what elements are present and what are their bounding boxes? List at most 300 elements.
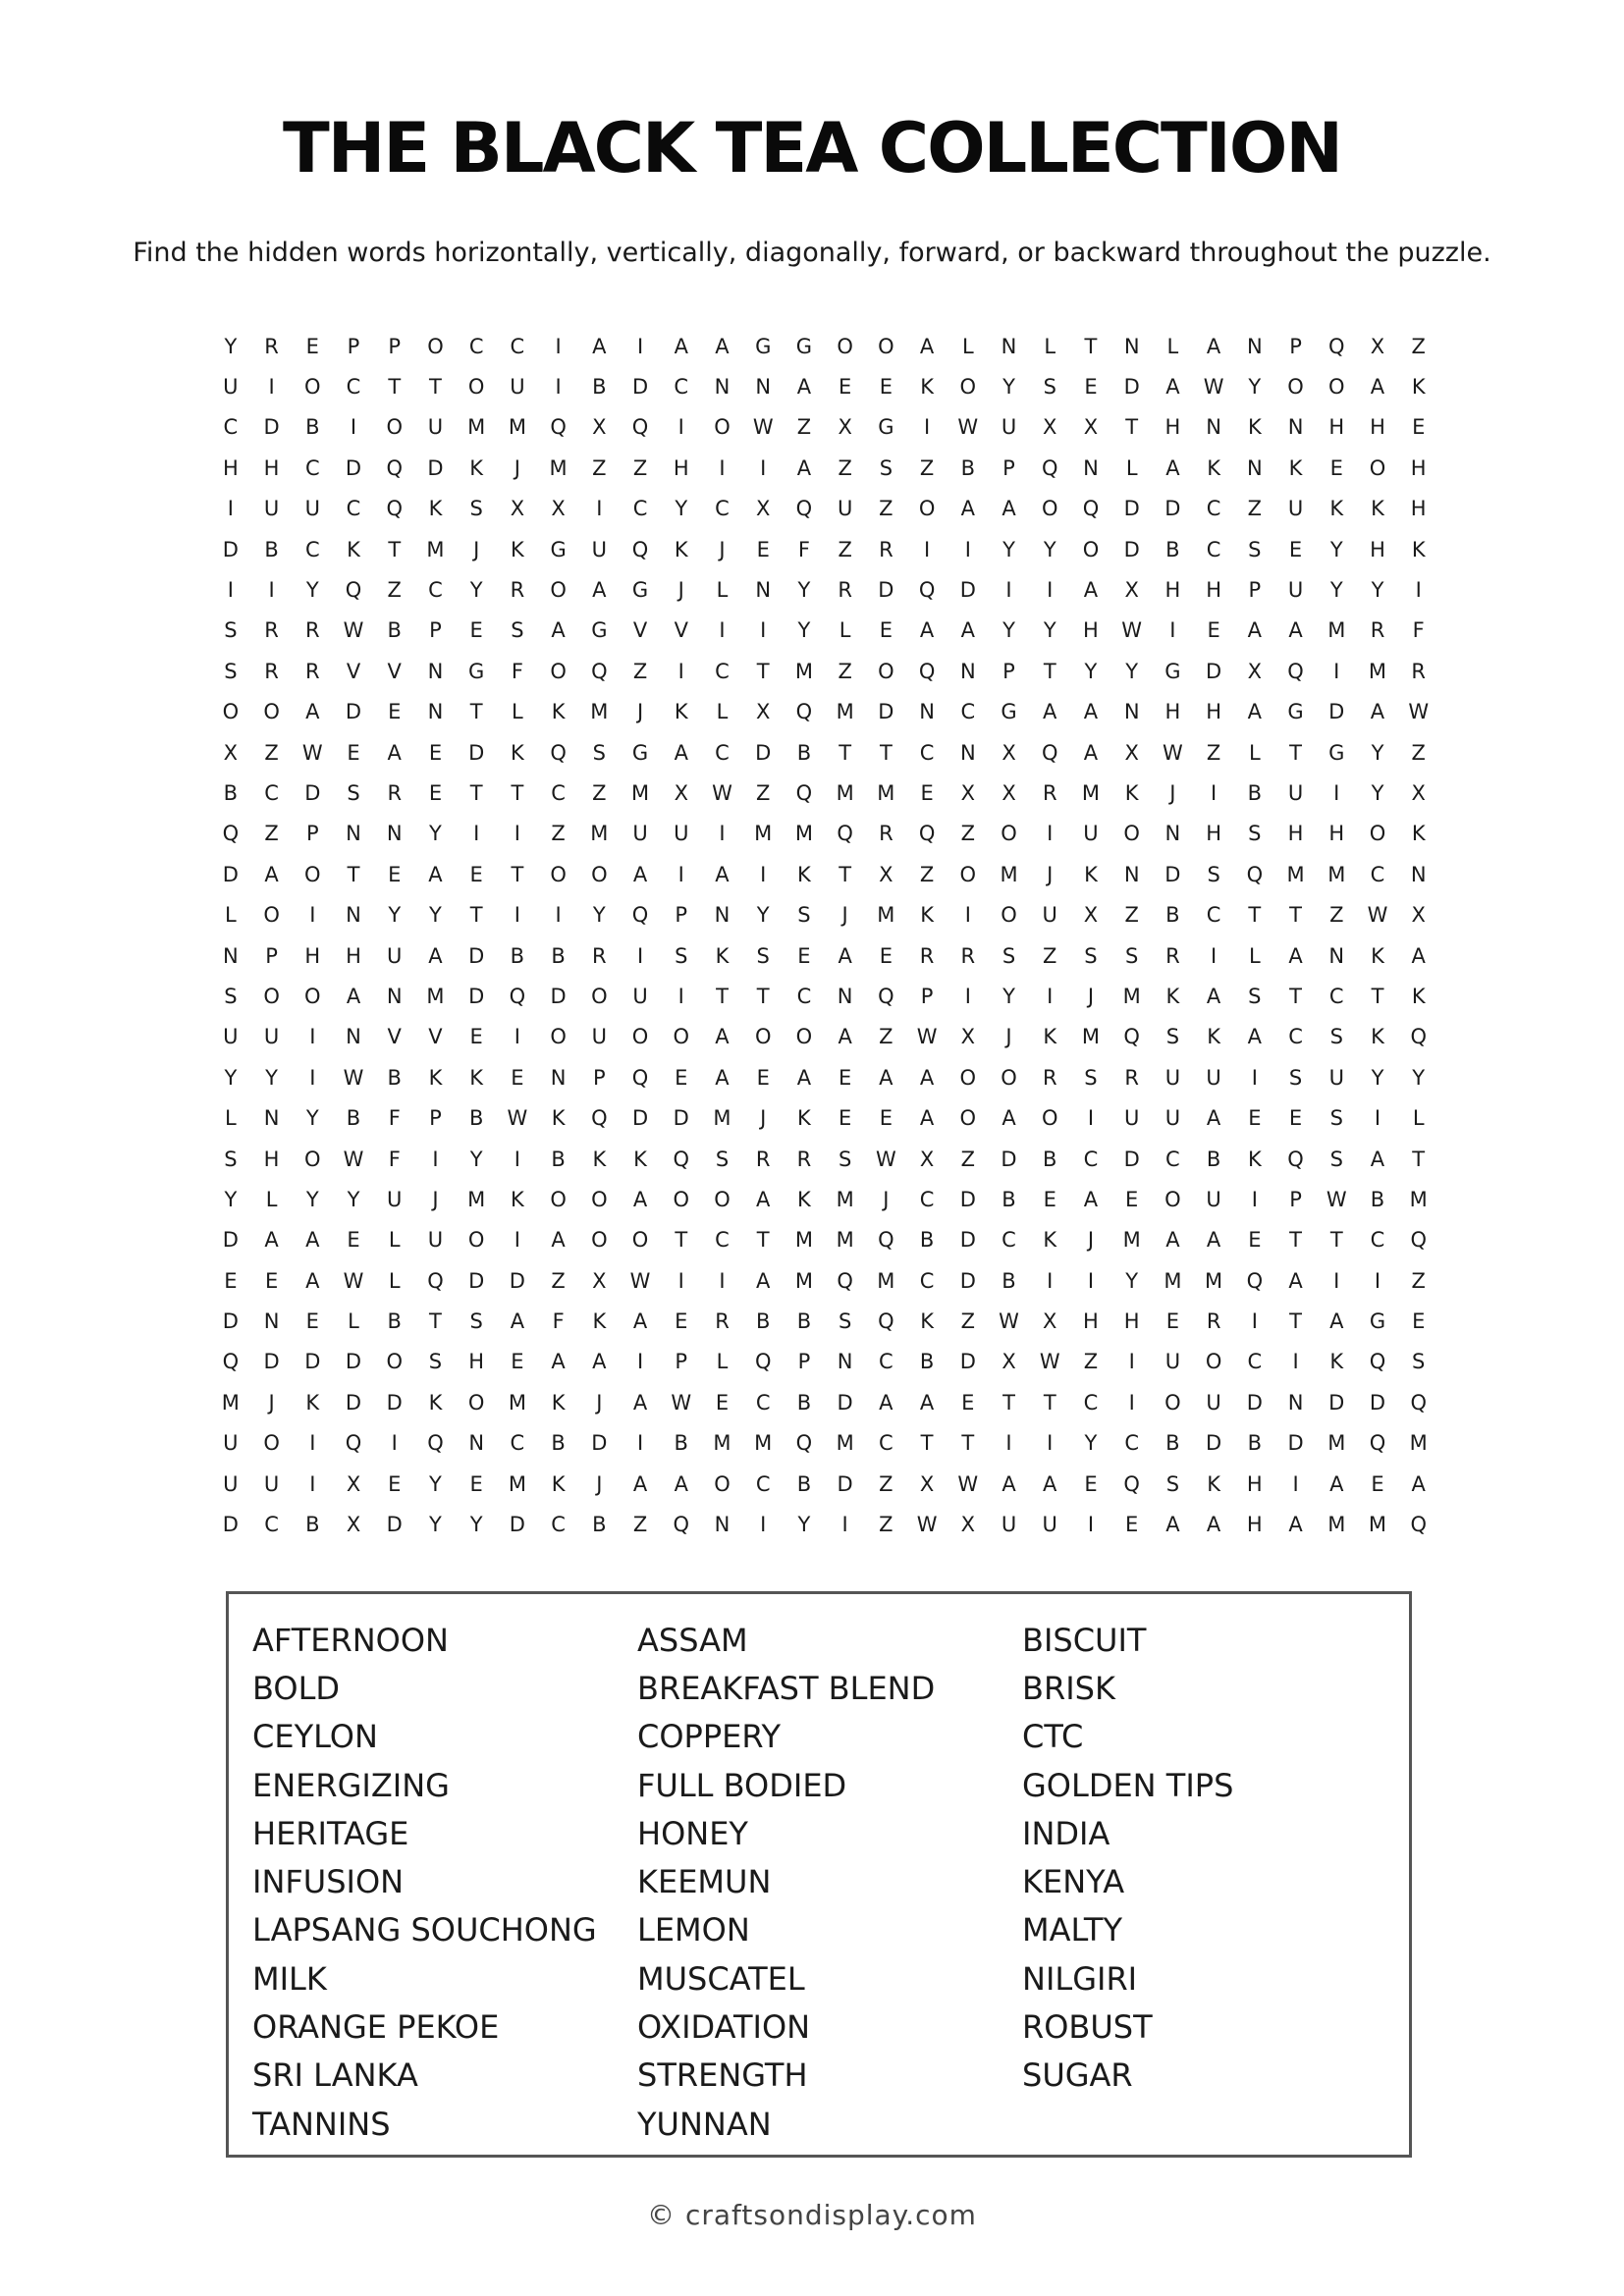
word-list-item: BOLD [252, 1669, 341, 1707]
grid-letter: D [345, 1350, 362, 1374]
grid-letter: M [1368, 659, 1387, 683]
grid-letter: T [1412, 1147, 1426, 1171]
grid-letter: I [432, 1147, 439, 1171]
grid-letter: I [227, 497, 234, 521]
grid-letter: A [838, 1025, 852, 1049]
grid-letter: K [592, 1309, 607, 1334]
grid-letter: U [632, 984, 648, 1008]
grid-letter: T [347, 862, 360, 886]
grid-letter: E [428, 780, 443, 805]
grid-letter: N [468, 1431, 485, 1456]
grid-letter: Z [387, 578, 402, 603]
grid-letter: X [960, 1513, 975, 1537]
grid-letter: W [1203, 375, 1224, 400]
grid-letter: R [838, 578, 852, 603]
grid-letter: D [386, 1513, 403, 1537]
grid-letter: W [343, 1268, 364, 1293]
grid-letter: I [719, 618, 726, 643]
grid-letter: W [1367, 903, 1388, 928]
grid-letter: B [305, 415, 320, 440]
grid-letter: A [838, 943, 852, 968]
grid-letter: M [836, 1187, 854, 1211]
grid-letter: Y [388, 903, 402, 928]
grid-letter: A [592, 334, 607, 358]
grid-letter: F [797, 537, 810, 561]
grid-letter: Q [1246, 862, 1264, 886]
grid-letter: E [1207, 618, 1220, 643]
grid-letter: Y [1002, 984, 1015, 1008]
grid-letter: A [264, 862, 279, 886]
grid-letter: P [429, 1106, 442, 1131]
grid-letter: O [631, 1228, 649, 1253]
grid-letter: H [222, 455, 239, 480]
grid-letter: K [674, 700, 688, 724]
grid-letter: O [467, 375, 485, 400]
grid-letter: T [879, 740, 893, 765]
word-list-item: ASSAM [637, 1621, 748, 1659]
grid-letter: D [304, 1350, 321, 1374]
grid-letter: K [1411, 537, 1426, 561]
grid-letter: T [429, 375, 442, 400]
grid-letter: E [428, 740, 443, 765]
word-list-item: MILK [252, 1959, 327, 1998]
grid-letter: M [426, 537, 445, 561]
word-list-item: OXIDATION [637, 2008, 811, 2047]
footer-credit: © craftsondisplay.com [647, 2199, 977, 2231]
grid-letter: M [754, 1431, 773, 1456]
grid-letter: T [1084, 334, 1098, 358]
word-list-box [226, 1591, 1412, 2158]
grid-letter: Z [551, 1268, 566, 1293]
grid-letter: X [960, 1025, 975, 1049]
word-list-item: MALTY [1022, 1911, 1123, 1949]
grid-letter: U [1001, 415, 1017, 440]
grid-letter: I [964, 903, 971, 928]
grid-letter: D [1287, 1431, 1304, 1456]
grid-letter: T [1002, 1390, 1015, 1415]
grid-letter: H [346, 943, 361, 968]
grid-letter: A [1411, 943, 1426, 968]
grid-letter: S [469, 497, 483, 521]
grid-letter: O [673, 1025, 690, 1049]
grid-letter: Y [797, 578, 811, 603]
grid-letter: K [715, 943, 730, 968]
grid-letter: G [878, 415, 894, 440]
grid-letter: I [309, 903, 316, 928]
grid-letter: M [1081, 1025, 1101, 1049]
grid-letter: M [1000, 862, 1018, 886]
grid-letter: E [839, 375, 852, 400]
grid-letter: Q [591, 659, 608, 683]
grid-letter: A [632, 1471, 648, 1496]
grid-letter: D [1164, 862, 1181, 886]
grid-letter: R [305, 618, 320, 643]
grid-letter: S [428, 1350, 443, 1374]
grid-letter: C [346, 375, 361, 400]
grid-letter: I [1251, 1187, 1258, 1211]
grid-letter: D [1123, 497, 1140, 521]
grid-letter: I [391, 1431, 398, 1456]
grid-letter: O [550, 1025, 567, 1049]
grid-letter: I [1292, 1471, 1299, 1496]
grid-letter: Q [1410, 1513, 1427, 1537]
grid-letter: E [469, 1471, 483, 1496]
grid-letter: Q [386, 455, 403, 480]
grid-letter: S [1001, 943, 1016, 968]
grid-letter: Y [1125, 1268, 1139, 1293]
grid-letter: Q [386, 497, 403, 521]
grid-letter: O [263, 700, 280, 724]
grid-letter: H [1410, 455, 1427, 480]
grid-letter: U [427, 415, 444, 440]
grid-letter: X [1124, 740, 1139, 765]
grid-letter: I [1292, 1350, 1299, 1374]
grid-letter: I [1047, 578, 1054, 603]
grid-letter: J [841, 903, 848, 928]
grid-letter: A [551, 618, 566, 643]
grid-letter: C [879, 1350, 893, 1374]
grid-letter: I [1169, 618, 1176, 643]
grid-letter: Z [551, 822, 566, 846]
grid-letter: Q [1328, 334, 1345, 358]
grid-letter: Z [632, 1513, 648, 1537]
grid-letter: P [1002, 659, 1015, 683]
grid-letter: T [1289, 1309, 1302, 1334]
grid-letter: A [756, 1187, 771, 1211]
grid-letter: X [1083, 415, 1099, 440]
grid-letter: Y [1329, 578, 1343, 603]
grid-letter: Q [631, 1065, 649, 1090]
grid-letter: A [632, 862, 648, 886]
grid-letter: W [1039, 1350, 1060, 1374]
grid-letter: O [1369, 455, 1386, 480]
grid-letter: K [797, 1106, 811, 1131]
grid-letter: Y [429, 903, 442, 928]
grid-letter: Q [550, 415, 567, 440]
grid-letter: G [468, 659, 485, 683]
grid-letter: A [879, 1065, 893, 1090]
word-list-item: CEYLON [252, 1718, 378, 1756]
grid-letter: S [797, 903, 811, 928]
grid-letter: I [514, 1147, 520, 1171]
grid-letter: C [1328, 984, 1344, 1008]
grid-letter: J [514, 455, 520, 480]
grid-letter: U [223, 375, 239, 400]
grid-letter: R [796, 1147, 812, 1171]
grid-letter: O [304, 862, 321, 886]
grid-letter: D [591, 1431, 608, 1456]
grid-letter: Z [1411, 1268, 1426, 1293]
grid-letter: B [1206, 1147, 1221, 1171]
grid-letter: B [387, 1065, 402, 1090]
grid-letter: A [1329, 1471, 1344, 1496]
grid-letter: I [555, 903, 562, 928]
grid-letter: D [959, 1350, 976, 1374]
grid-letter: A [1083, 578, 1099, 603]
grid-letter: V [428, 1025, 443, 1049]
grid-letter: M [1327, 618, 1346, 643]
grid-letter: Q [837, 1268, 853, 1293]
grid-letter: M [630, 780, 650, 805]
grid-letter: T [1289, 1228, 1302, 1253]
grid-letter: S [1165, 1471, 1180, 1496]
grid-letter: B [1043, 1147, 1057, 1171]
grid-letter: S [1084, 1065, 1098, 1090]
grid-letter: H [1287, 822, 1304, 846]
grid-letter: T [469, 780, 483, 805]
grid-letter: B [551, 1431, 566, 1456]
grid-letter: T [756, 659, 770, 683]
grid-letter: I [1211, 780, 1218, 805]
grid-letter: E [920, 780, 934, 805]
grid-letter: X [1083, 903, 1099, 928]
grid-letter: N [1206, 415, 1221, 440]
grid-letter: I [964, 537, 971, 561]
grid-letter: C [551, 780, 566, 805]
grid-letter: K [1329, 1350, 1344, 1374]
grid-letter: N [919, 700, 935, 724]
grid-letter: X [756, 700, 771, 724]
grid-letter: N [1246, 455, 1263, 480]
grid-letter: L [388, 1228, 401, 1253]
grid-letter: Z [1124, 903, 1139, 928]
grid-letter: R [1206, 1309, 1221, 1334]
grid-letter: Q [837, 822, 853, 846]
grid-letter: N [1246, 334, 1263, 358]
grid-letter: D [304, 780, 321, 805]
grid-letter: O [591, 984, 608, 1008]
grid-letter: L [225, 1106, 237, 1131]
grid-letter: A [715, 1065, 730, 1090]
grid-letter: U [263, 1471, 280, 1496]
word-list-item: MUSCATEL [637, 1959, 805, 1998]
word-list-item: FULL BODIED [637, 1766, 847, 1804]
grid-letter: Y [469, 1513, 483, 1537]
grid-letter: O [1123, 822, 1140, 846]
grid-letter: T [1125, 415, 1139, 440]
grid-letter: S [592, 740, 606, 765]
grid-letter: O [222, 700, 240, 724]
grid-letter: K [1371, 497, 1384, 521]
grid-letter: Z [1247, 497, 1263, 521]
grid-letter: S [838, 1309, 852, 1334]
grid-letter: T [1043, 1390, 1056, 1415]
grid-letter: L [961, 334, 974, 358]
grid-letter: A [1206, 334, 1221, 358]
grid-letter: D [837, 1471, 853, 1496]
grid-letter: N [714, 903, 731, 928]
grid-letter: M [794, 822, 813, 846]
grid-letter: N [1328, 943, 1345, 968]
grid-letter: Z [919, 862, 935, 886]
grid-letter: Q [631, 903, 649, 928]
grid-letter: W [712, 780, 732, 805]
grid-letter: E [1288, 1106, 1303, 1131]
grid-letter: E [511, 1350, 524, 1374]
grid-letter: E [469, 1025, 483, 1049]
grid-letter: Z [838, 659, 852, 683]
grid-letter: A [756, 1268, 771, 1293]
grid-letter: M [836, 1431, 854, 1456]
grid-letter: N [714, 375, 731, 400]
grid-letter: G [631, 578, 649, 603]
grid-letter: A [1206, 984, 1221, 1008]
grid-letter: Z [264, 740, 279, 765]
grid-letter: I [719, 455, 726, 480]
grid-letter: B [960, 455, 975, 480]
grid-letter: U [387, 1187, 403, 1211]
grid-letter: N [1164, 822, 1181, 846]
grid-letter: G [631, 740, 649, 765]
grid-letter: U [1287, 780, 1304, 805]
grid-letter: A [1001, 1471, 1016, 1496]
grid-letter: C [674, 375, 689, 400]
grid-letter: X [1001, 780, 1016, 805]
grid-letter: U [837, 497, 853, 521]
grid-letter: Q [795, 497, 813, 521]
grid-letter: M [1122, 1228, 1141, 1253]
word-list-item: HERITAGE [252, 1814, 409, 1852]
grid-letter: E [388, 700, 402, 724]
grid-letter: D [222, 862, 239, 886]
grid-letter: N [1123, 334, 1140, 358]
grid-letter: Y [469, 1147, 483, 1171]
grid-letter: M [221, 1390, 240, 1415]
grid-letter: Q [795, 1431, 813, 1456]
grid-letter: S [347, 780, 360, 805]
grid-letter: N [837, 984, 853, 1008]
grid-letter: S [1125, 943, 1139, 968]
grid-letter: Y [265, 1065, 278, 1090]
grid-letter: X [551, 497, 566, 521]
instructions: Find the hidden words horizontally, vertically, diagonally, forward, or backward throughout the puzzle. [133, 238, 1491, 268]
grid-letter: I [514, 1025, 520, 1049]
grid-letter: A [632, 1309, 648, 1334]
grid-letter: L [225, 903, 237, 928]
grid-letter: O [1164, 1390, 1181, 1415]
grid-letter: Y [305, 578, 319, 603]
grid-letter: K [797, 862, 811, 886]
grid-letter: S [224, 659, 238, 683]
grid-letter: J [677, 578, 684, 603]
grid-letter: B [387, 618, 402, 643]
word-list-item: GOLDEN TIPS [1022, 1766, 1234, 1804]
grid-letter: Q [631, 537, 649, 561]
grid-letter: D [509, 1268, 525, 1293]
grid-letter: S [1329, 1147, 1343, 1171]
grid-letter: W [999, 1309, 1019, 1334]
grid-letter: S [224, 618, 238, 643]
grid-letter: D [1206, 1431, 1222, 1456]
grid-letter: M [794, 659, 813, 683]
grid-letter: U [1206, 1065, 1221, 1090]
grid-letter: O [631, 1025, 649, 1049]
grid-letter: V [387, 659, 402, 683]
grid-letter: I [719, 1268, 726, 1293]
grid-letter: B [674, 1431, 688, 1456]
grid-letter: J [596, 1390, 603, 1415]
grid-letter: K [551, 1106, 566, 1131]
grid-letter: G [1369, 1309, 1386, 1334]
grid-letter: D [222, 1309, 239, 1334]
grid-letter: N [263, 1106, 280, 1131]
grid-letter: Z [796, 415, 812, 440]
grid-letter: Y [429, 1513, 442, 1537]
grid-letter: X [592, 1268, 607, 1293]
grid-letter: E [1043, 1187, 1056, 1211]
grid-letter: E [388, 862, 402, 886]
grid-letter: Q [754, 1350, 772, 1374]
grid-letter: P [592, 1065, 606, 1090]
grid-letter: Y [1002, 537, 1015, 561]
grid-letter: A [715, 334, 730, 358]
grid-letter: K [428, 1065, 443, 1090]
grid-letter: H [1123, 1309, 1140, 1334]
grid-letter: K [1247, 415, 1262, 440]
grid-letter: E [224, 1268, 238, 1293]
grid-letter: S [715, 1147, 730, 1171]
grid-letter: E [469, 618, 483, 643]
grid-letter: A [632, 1187, 648, 1211]
grid-letter: A [879, 1390, 893, 1415]
grid-letter: D [222, 1228, 239, 1253]
grid-letter: M [713, 1431, 731, 1456]
grid-letter: R [919, 943, 935, 968]
grid-letter: P [1289, 334, 1302, 358]
grid-letter: A [919, 334, 935, 358]
grid-letter: I [514, 822, 520, 846]
grid-letter: U [632, 822, 648, 846]
grid-letter: K [469, 1065, 484, 1090]
grid-letter: N [386, 822, 403, 846]
grid-letter: Q [591, 1106, 608, 1131]
grid-letter: A [387, 740, 402, 765]
page-title: THE BLACK TEA COLLECTION [283, 108, 1341, 188]
grid-letter: M [590, 700, 609, 724]
grid-letter: I [1128, 1350, 1135, 1374]
grid-letter: I [309, 1065, 316, 1090]
grid-letter: O [1164, 1187, 1181, 1211]
grid-letter: Z [264, 822, 279, 846]
grid-letter: R [305, 659, 320, 683]
grid-letter: Z [632, 455, 648, 480]
grid-letter: G [591, 618, 608, 643]
grid-letter: L [1125, 455, 1138, 480]
grid-letter: A [1083, 700, 1099, 724]
grid-letter: I [1047, 822, 1054, 846]
grid-letter: A [674, 334, 688, 358]
grid-letter: L [716, 578, 729, 603]
grid-letter: E [839, 1106, 852, 1131]
grid-letter: G [1164, 659, 1181, 683]
grid-letter: Y [305, 1187, 319, 1211]
grid-letter: R [1124, 1065, 1139, 1090]
grid-letter: E [1248, 1228, 1262, 1253]
word-list [252, 1616, 1409, 2148]
grid-letter: I [923, 415, 931, 440]
grid-letter: R [1165, 943, 1180, 968]
grid-letter: U [1164, 1065, 1181, 1090]
grid-letter: K [469, 455, 484, 480]
grid-letter: E [756, 1065, 770, 1090]
grid-letter: U [223, 1431, 239, 1456]
grid-letter: Y [756, 903, 770, 928]
grid-letter: I [1005, 1431, 1012, 1456]
grid-letter: R [592, 943, 607, 968]
grid-letter: Y [1043, 618, 1056, 643]
word-list-item: INFUSION [252, 1863, 405, 1901]
grid-letter: E [1412, 415, 1426, 440]
